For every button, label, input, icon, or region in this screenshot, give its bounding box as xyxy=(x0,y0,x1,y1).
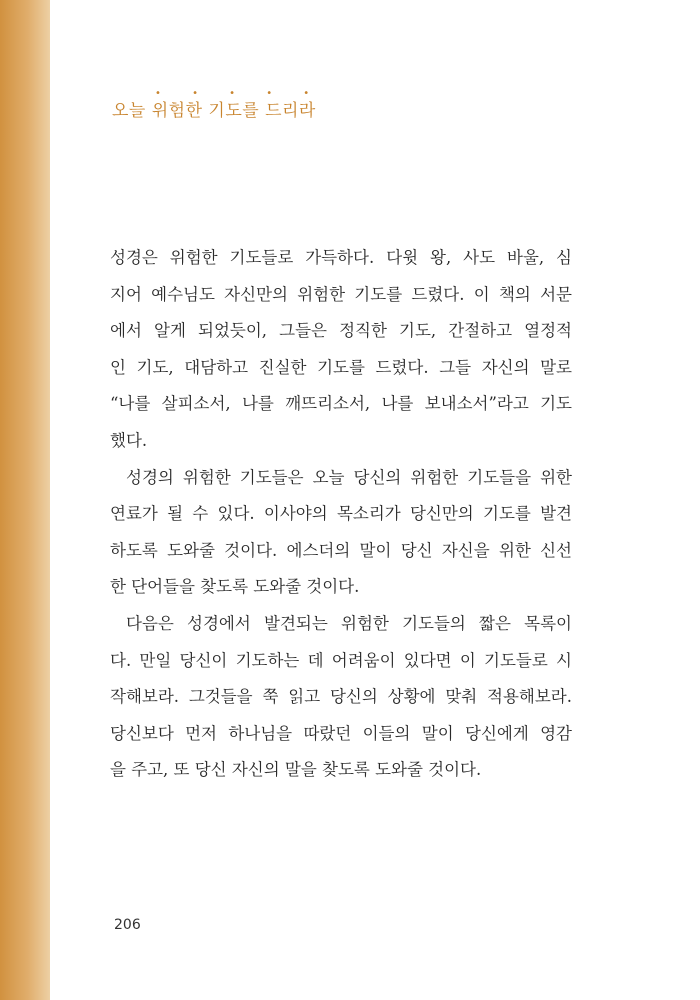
paragraph-2-line-1: 성경의 위험한 기도들은 오늘 당신의 위험한 기도들을 위한 xyxy=(126,467,573,487)
paragraph-2-line-4: 한 단어들을 찾도록 도와줄 것이다. xyxy=(110,577,360,597)
paragraph-3-line-2: 다. 만일 당신이 기도하는 데 어려움이 있다면 이 기도들로 시 xyxy=(110,650,572,670)
page-edge-band xyxy=(0,0,50,1000)
paragraph-3-line-1: 다음은 성경에서 발견되는 위험한 기도들의 짧은 목록이 xyxy=(126,613,572,633)
paragraph-3-line-5: 을 주고, 또 당신 자신의 말을 찾도록 도와줄 것이다. xyxy=(110,760,482,780)
body-text xyxy=(110,240,572,789)
paragraph-1-line-2: 지어 예수님도 자신만의 위험한 기도를 드렸다. 이 책의 서문 xyxy=(110,284,572,304)
paragraph-1-line-5: “나를 살피소서, 나를 깨뜨리소서, 나를 보내소서”라고 기도 xyxy=(110,394,572,414)
paragraph-2-line-2: 연료가 될 수 있다. 이사야의 목소리가 당신만의 기도를 발견 xyxy=(110,504,572,524)
paragraph-2-line-3: 하도록 도와줄 것이다. 에스더의 말이 당신 자신을 위한 신선 xyxy=(110,540,572,560)
paragraph-1-line-6: 했다. xyxy=(110,430,148,450)
running-head-title: 오늘 위험한 기도를 드리라 xyxy=(112,101,316,121)
emphasis-dots: • • • • • xyxy=(155,88,324,99)
paragraph-1-line-4: 인 기도, 대담하고 진실한 기도를 드렸다. 그들 자신의 말로 xyxy=(110,357,572,377)
paragraph-3-line-3: 작해보라. 그것들을 쭉 읽고 당신의 상황에 맞춰 적용해보라. xyxy=(110,687,572,707)
page-number: 206 xyxy=(114,917,141,933)
paragraph-1-line-3: 에서 알게 되었듯이, 그들은 정직한 기도, 간절하고 열정적 xyxy=(110,321,572,341)
paragraph-1-line-1: 성경은 위험한 기도들로 가득하다. 다윗 왕, 사도 바울, 심 xyxy=(110,248,572,267)
paragraph-3-line-4: 당신보다 먼저 하나님을 따랐던 이들의 말이 당신에게 영감 xyxy=(110,723,572,743)
